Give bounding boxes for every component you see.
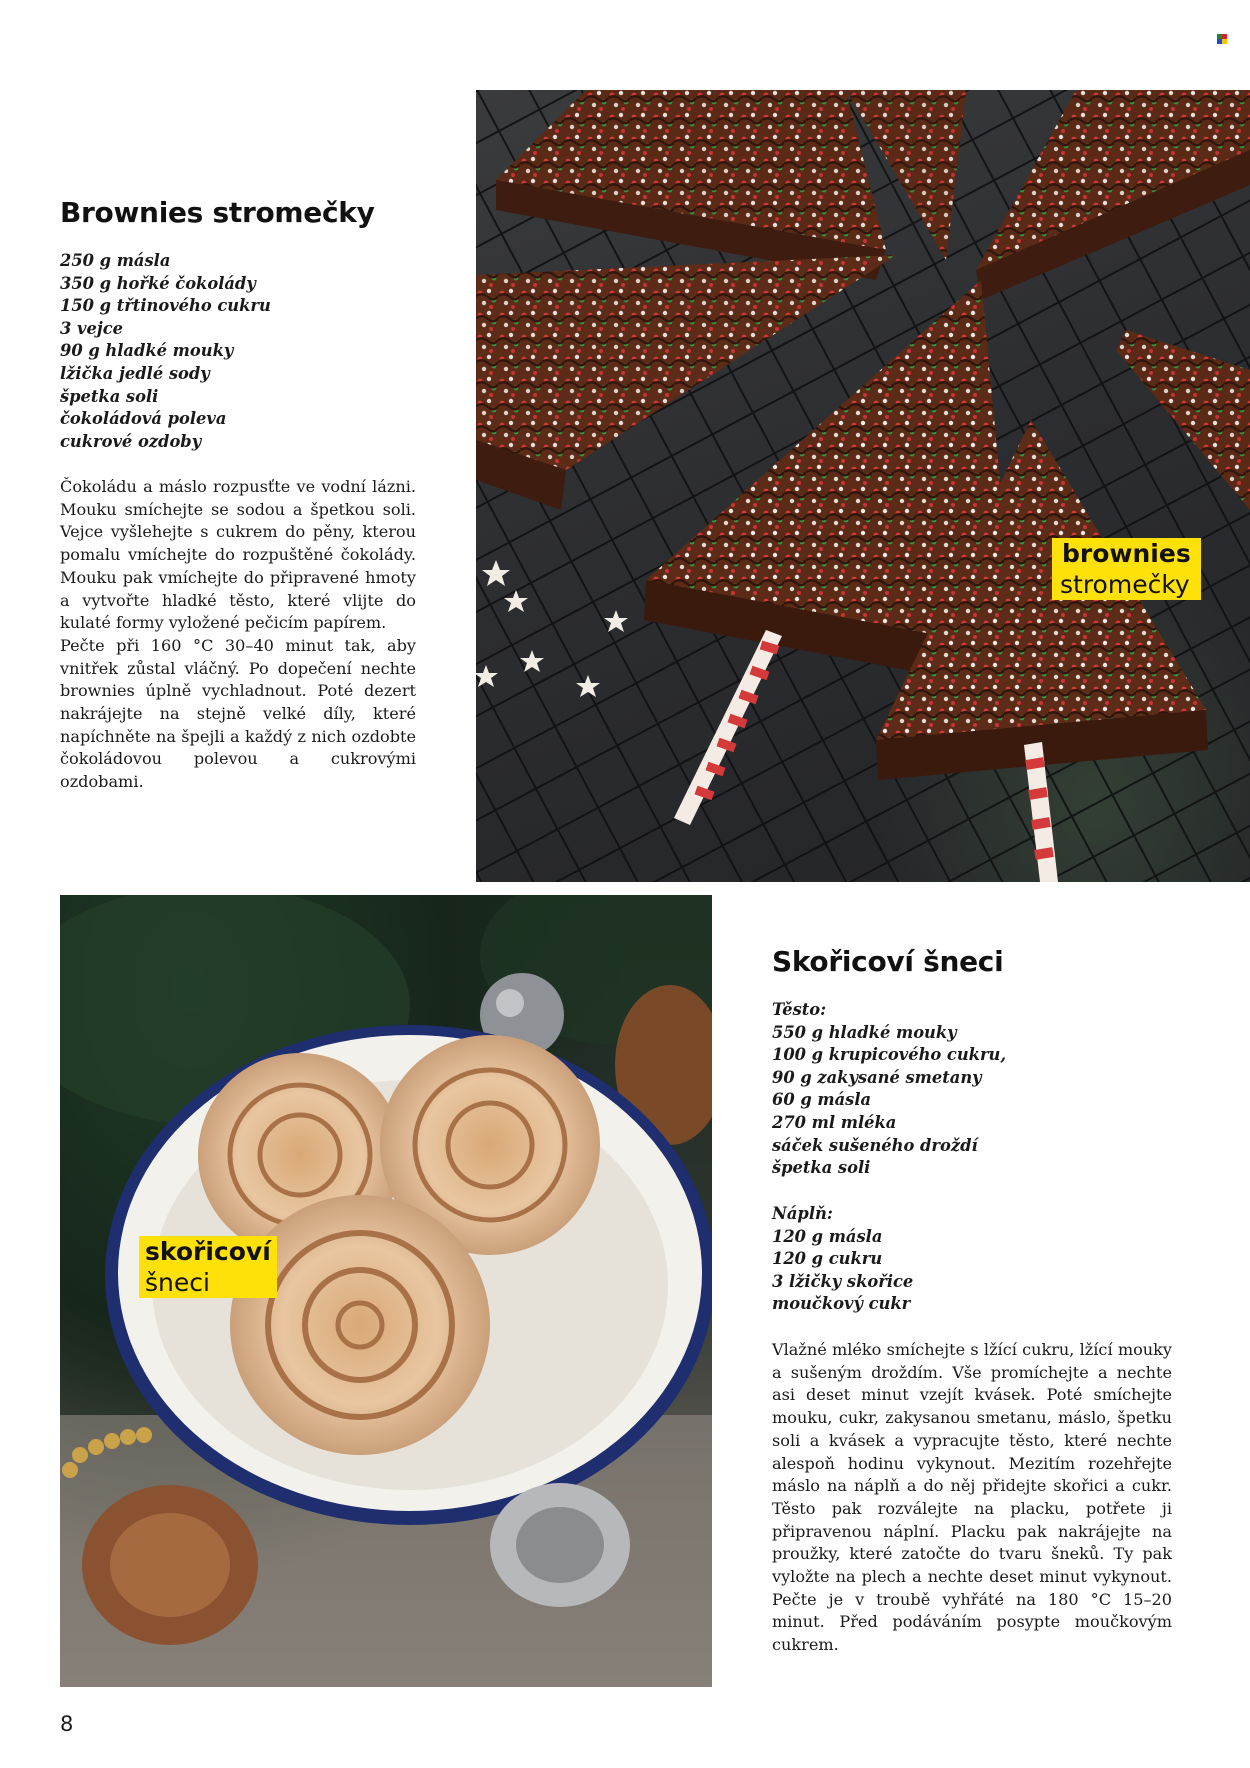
rolls-title: Skořicoví šneci (772, 945, 1004, 978)
ingredient: 150 g třtinového cukru (60, 296, 271, 316)
label-line-bold: brownies (1062, 539, 1191, 568)
ingredient: 120 g cukru (772, 1249, 883, 1269)
ingredients-heading: Těsto: (772, 1000, 827, 1019)
ingredient: moučkový cukr (772, 1294, 911, 1314)
brownies-title: Brownies stromečky (60, 196, 375, 229)
label-line: šneci (145, 1268, 210, 1297)
rolls-dough-ingredients (772, 999, 1006, 1180)
instruction-paragraph: Vlažné mléko smíchejte s lžící cukru, lžící mouky a sušeným droždím. Vše promíchejte a nechte asi deset minut vzejít kvásek. Poté smíchejte mouku, cukr, zakysanou smetanu, máslo, špetku soli a kvásek a vypracujte těsto, které nechte alespoň hodinu vykynout. Mezitím rozehřejte máslo na náplň a do něj přidejte skořici a cukr. Těsto pak rozválejte na placku, potřete ji připravenou náplní. Placku pak nakrájejte na proužky, které zatočte do tvaru šneků. Ty pak vyložte na plech a nechte deset minut vykynout. Pečte je v troubě vyhřáté na 180 °C 15–20 minut. Před podáváním posypte moučkovým cukrem. (772, 1340, 1172, 1655)
ingredient: 60 g másla (772, 1090, 872, 1110)
rolls-filling-ingredients (772, 1203, 913, 1316)
ingredients-heading: Náplň: (772, 1204, 833, 1223)
ingredient: 350 g hořké čokolády (60, 273, 256, 293)
label-line: stromečky (1060, 570, 1190, 599)
ingredient: cukrové ozdoby (60, 431, 202, 451)
ingredient: 100 g krupicového cukru, (772, 1045, 1007, 1065)
brownies-ingredients (60, 250, 271, 453)
ingredient: 550 g hladké mouky (772, 1022, 957, 1042)
cinnamon-rolls-photo (60, 895, 712, 1687)
ingredient: čokoládová poleva (60, 409, 227, 429)
ingredient: špetka soli (772, 1158, 871, 1178)
rolls-instructions (772, 1339, 1172, 1657)
instruction-paragraph: Čokoládu a máslo rozpusťte ve vodní lázni. Mouku smíchejte se sodou a špetkou soli. Vejce vyšlehejte s cukrem do pěny, kterou pomalu vmíchejte do rozpuštěné čokolády. Mouku pak vmíchejte do připravené hmoty a vytvořte hladké těsto, které vlijte do kulaté formy vyložené pečicím papírem. (60, 477, 416, 633)
ingredient: 90 g hladké mouky (60, 341, 234, 361)
instruction-paragraph: Pečte při 160 °C 30–40 minut tak, aby vnitřek zůstal vláčný. Po dopečení nechte brownies úplně vychladnout. Poté dezert nakrájejte na stejně velké díly, které napíchněte na špejli a každý z nich ozdobte čokoládovou polevou a cukrovými ozdobami. (60, 635, 416, 792)
brownies-photo-label (1052, 538, 1201, 600)
page-number: 8 (60, 1712, 74, 1736)
rolls-photo-label (139, 1236, 277, 1298)
corner-logo-mark (1217, 34, 1227, 44)
ingredient: 3 lžičky skořice (772, 1271, 914, 1291)
ingredient: 270 ml mléka (772, 1112, 897, 1132)
brownies-photo (476, 90, 1250, 882)
brownies-instructions (60, 476, 416, 794)
label-line-bold: skořicoví (145, 1237, 271, 1266)
brownies-illustration (476, 90, 1250, 882)
ingredient: špetka soli (60, 386, 159, 406)
ingredient: 120 g másla (772, 1226, 883, 1246)
ingredient: sáček sušeného droždí (772, 1135, 978, 1155)
ingredient: 3 vejce (60, 318, 123, 338)
ingredient: 90 g zakysané smetany (772, 1067, 982, 1087)
ingredient: 250 g másla (60, 251, 171, 270)
ingredient: lžička jedlé sody (60, 363, 210, 383)
